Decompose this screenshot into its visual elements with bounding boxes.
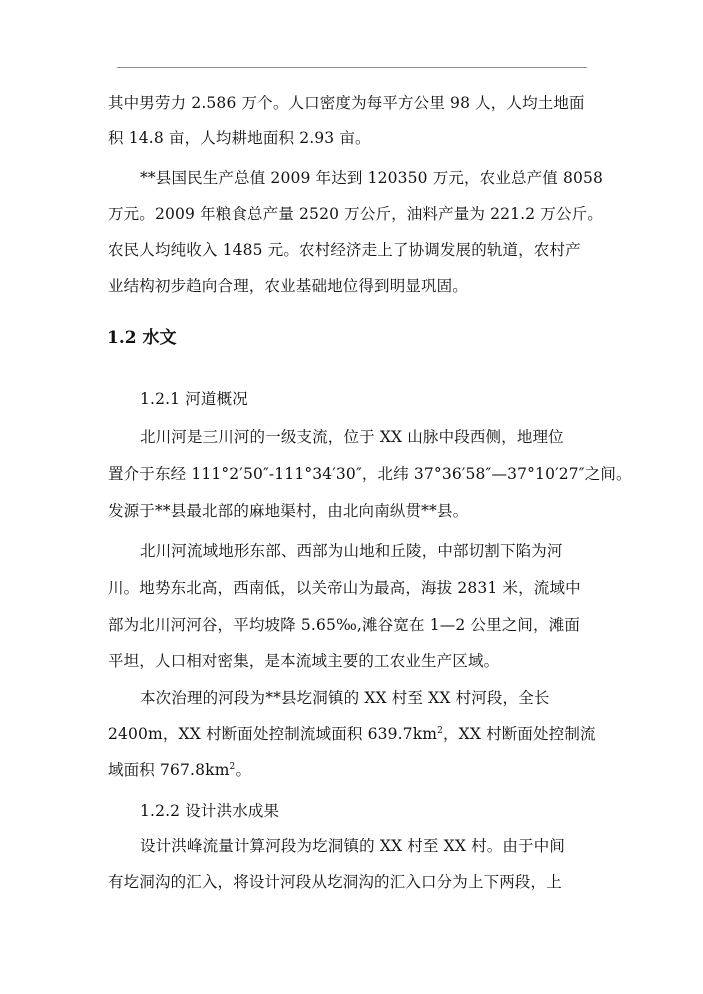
paragraph-section-line-2 [108,723,596,745]
paragraph-river-line-2: 置介于东经 111°2′50″-111°34′30″，北纬 37°36′58″—37°10′27″之间。 [108,465,632,483]
superscript-two: 2 [437,725,443,736]
subsection-heading-river-overview: 1.2.1 河道概况 [140,390,248,408]
paragraph-river-line-3: 发源于**县最北部的麻地渠村，由北向南纵贯**县。 [108,502,469,520]
paragraph-section-line-3 [108,759,251,781]
paragraph-population-line-1: 其中男劳力 2.586 万个。人口密度为每平方公里 98 人，人均土地面 [108,94,585,112]
paragraph-terrain-line-1: 北川河流域地形东部、西部为山地和丘陵，中部切割下陷为河 [140,542,563,560]
header-rule [117,67,587,68]
paragraph-economy-line-4: 业结构初步趋向合理，农业基础地位得到明显巩固。 [108,277,468,295]
paragraph-economy-line-3: 农民人均纯收入 1485 元。农村经济走上了协调发展的轨道，农村产 [108,241,581,259]
paragraph-population-line-2: 积 14.8 亩，人均耕地面积 2.93 亩。 [108,129,371,147]
paragraph-section-line-2-part-b: ，XX 村断面处控制流 [442,725,596,743]
paragraph-section-line-3-part-a: 域面积 767.8km [108,761,230,779]
paragraph-section-line-1: 本次治理的河段为**县圪洞镇的 XX 村至 XX 村河段，全长 [140,689,550,707]
paragraph-section-line-2-part-a: 2400m，XX 村断面处控制流域面积 639.7km [108,725,438,743]
section-heading-hydrology: 1.2 水文 [107,328,177,348]
subsection-heading-design-flood: 1.2.2 设计洪水成果 [140,802,280,820]
paragraph-terrain-line-3: 部为北川河河谷，平均坡降 5.65‰,滩谷宽在 1—2 公里之间，滩面 [108,616,580,634]
superscript-two: 2 [229,761,236,772]
paragraph-river-line-1: 北川河是三川河的一级支流，位于 XX 山脉中段西侧，地理位 [140,428,564,446]
paragraph-terrain-line-4: 平坦，人口相对密集，是本流域主要的工农业生产区域。 [108,652,500,670]
paragraph-terrain-line-2: 川。地势东北高，西南低，以关帝山为最高，海拔 2831 米，流域中 [108,579,581,597]
paragraph-economy-line-2: 万元。2009 年粮食总产量 2520 万公斤，油料产量为 221.2 万公斤。 [108,205,603,223]
paragraph-economy-line-1: **县国民生产总值 2009 年达到 120350 万元，农业总产值 8058 [140,169,604,187]
paragraph-section-line-3-part-b: 。 [235,761,252,779]
paragraph-flood-line-1: 设计洪峰流量计算河段为圪洞镇的 XX 村至 XX 村。由于中间 [140,837,565,855]
paragraph-flood-line-2: 有圪洞沟的汇入，将设计河段从圪洞沟的汇入口分为上下两段，上 [108,873,562,891]
